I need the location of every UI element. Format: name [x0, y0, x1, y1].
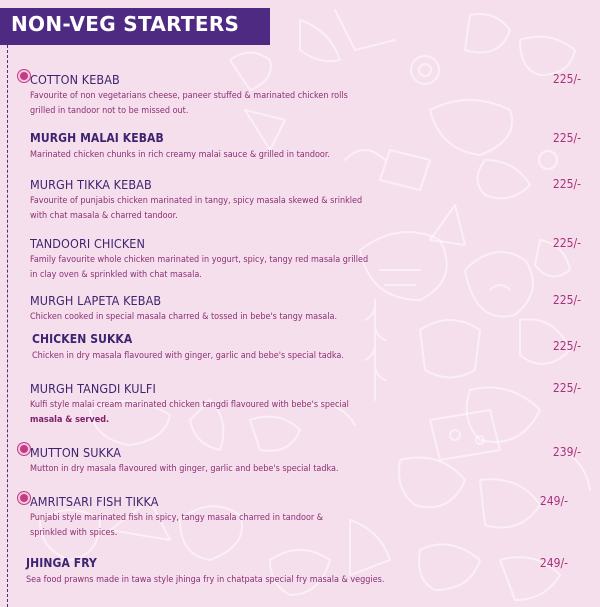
item-name: MURGH TIKKA KEBAB [30, 177, 152, 192]
item-name: TANDOORI CHICKEN [30, 236, 146, 251]
item-description: Mutton in dry masala flavoured with ginger, garlic and bebe's special tadka. [30, 464, 339, 474]
item-name: CHICKEN SUKKA [32, 332, 133, 346]
item-description: Marinated chicken chunks in rich creamy malai sauce & grilled in tandoor. [30, 150, 330, 160]
item-price: 225/- [552, 131, 581, 145]
item-price: 225/- [552, 339, 581, 353]
item-name: COTTON KEBAB [30, 72, 120, 87]
item-price: 249/- [539, 556, 568, 570]
dashed-divider [7, 45, 8, 607]
item-description-text: Kulfi style malai cream marinated chicken tangdi flavoured with bebe's special [30, 400, 349, 410]
item-description: Punjabi style marinated fish in spicy, tangy masala charred in tandoor & sprinkled with spices. [30, 513, 324, 538]
item-description-emphasis: masala & served. [30, 414, 110, 425]
item-price: 239/- [552, 445, 581, 459]
flower-bullet-icon [18, 492, 30, 504]
flower-bullet-icon [18, 443, 30, 455]
item-name: MUTTON SUKKA [30, 445, 122, 460]
item-price: 225/- [552, 381, 581, 395]
item-description [30, 398, 375, 427]
item-description: Favourite of non vegetarians cheese, paneer stuffed & marinated chicken rolls grilled in tandoor not to be missed out. [30, 91, 348, 116]
item-price: 225/- [552, 293, 581, 307]
item-name: MURGH LAPETA KEBAB [30, 293, 162, 308]
item-price: 225/- [552, 177, 581, 191]
item-name: AMRITSARI FISH TIKKA [30, 494, 159, 509]
item-price: 225/- [552, 236, 581, 250]
item-name: JHINGA FRY [26, 556, 97, 570]
item-price: 225/- [552, 72, 581, 86]
item-description: Sea food prawns made in tawa style jhinga fry in chatpata special fry masala & veggies. [26, 575, 385, 585]
flower-bullet-icon [18, 70, 30, 82]
item-description: Favourite of punjabis chicken marinated in tangy, spicy masala skewed & srinkled with chat masala & charred tandoor. [30, 196, 363, 221]
section-title: NON-VEG STARTERS [11, 12, 240, 36]
item-name: MURGH TANGDI KULFI [30, 381, 156, 396]
item-description: Family favourite whole chicken marinated in yogurt, spicy, tangy red masala grilled in clay oven & sprinkled with chat masala. [30, 255, 369, 280]
section-header-banner [0, 8, 270, 45]
item-description: Chicken in dry masala flavoured with ginger, garlic and bebe's special tadka. [32, 351, 344, 361]
item-name: MURGH MALAI KEBAB [30, 131, 164, 145]
item-price: 249/- [539, 494, 568, 508]
item-description: Chicken cooked in special masala charred & tossed in bebe's tangy masala. [30, 312, 338, 322]
